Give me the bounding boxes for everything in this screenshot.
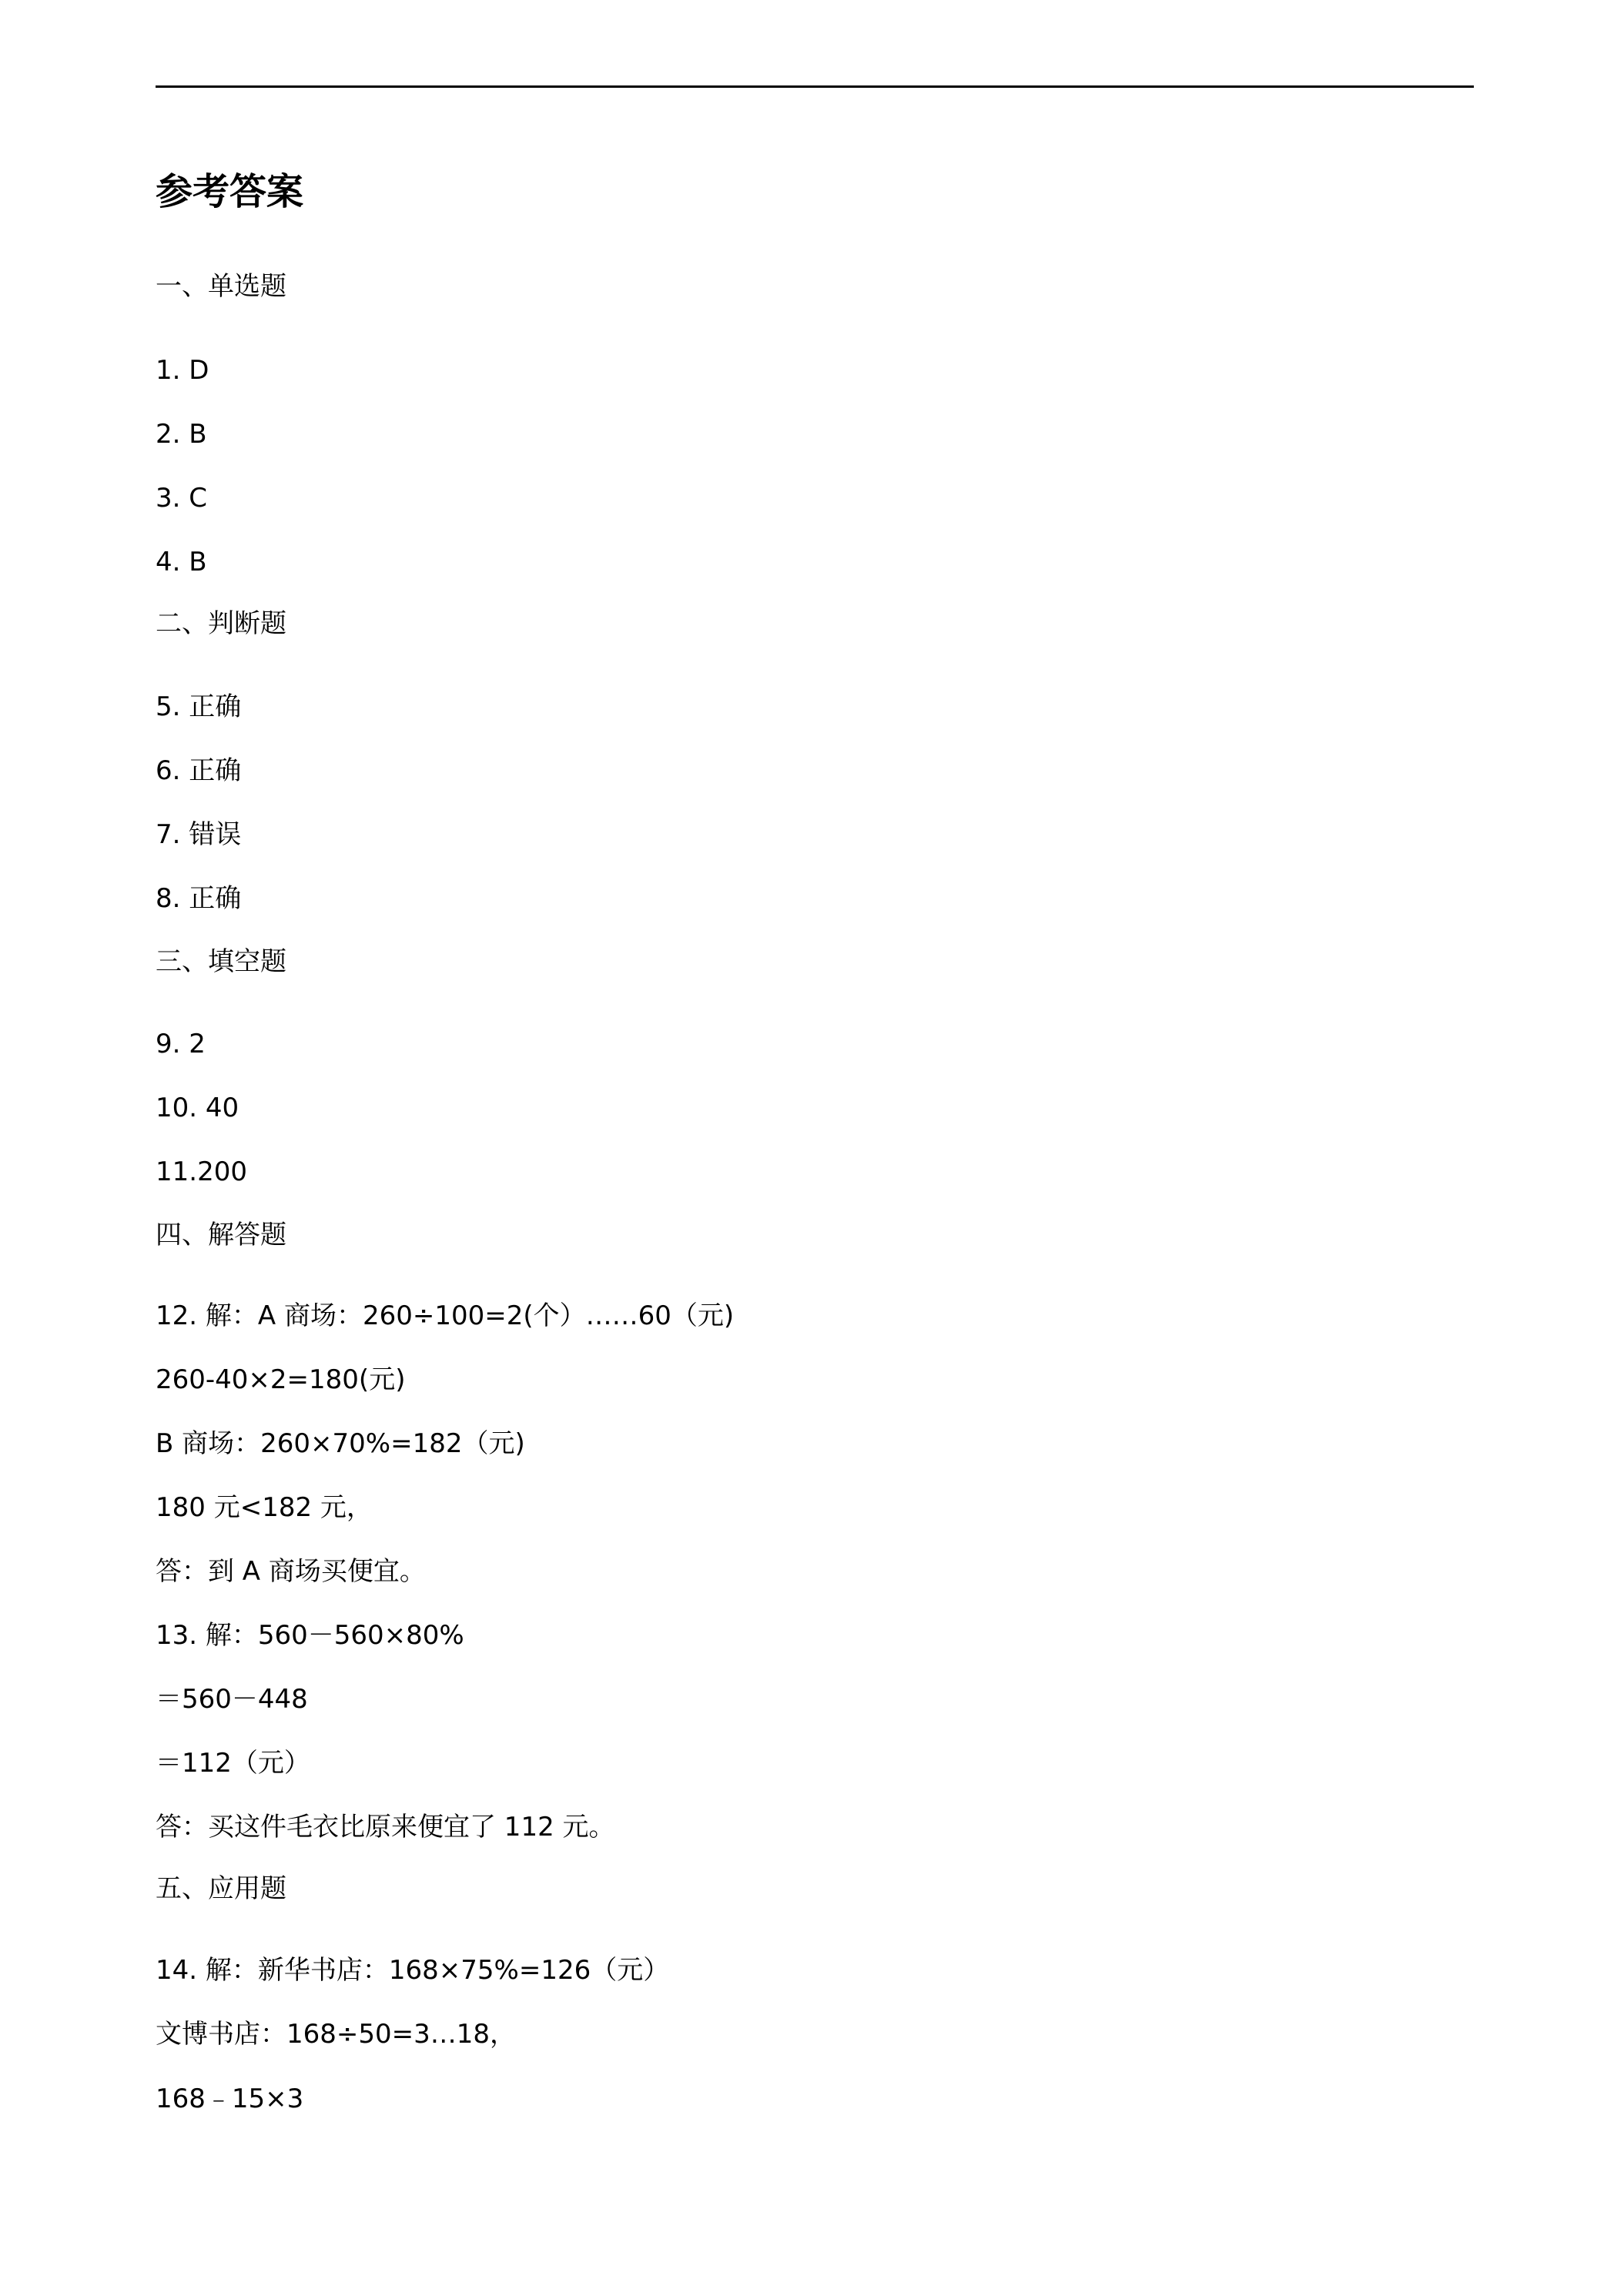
solution-line: 答：买这件毛衣比原来便宜了 112 元。 xyxy=(156,1812,615,1842)
solution-line: 13. 解：560－560×80% xyxy=(156,1620,464,1651)
page-title: 参考答案 xyxy=(156,170,304,213)
answer-line: 1. D xyxy=(156,355,209,386)
answer-line: 6. 正确 xyxy=(156,755,242,786)
solution-line: 文博书店：168÷50=3…18， xyxy=(156,2019,517,2050)
section-heading-true-false: 二、判断题 xyxy=(156,608,286,639)
section-heading-applications: 五、应用题 xyxy=(156,1873,286,1904)
answer-line: 4. B xyxy=(156,547,207,577)
section-heading-single-choice: 一、单选题 xyxy=(156,271,286,302)
solution-line: 168﹣15×3 xyxy=(156,2083,304,2114)
answer-line: 7. 错误 xyxy=(156,819,242,850)
solution-line: ＝560－448 xyxy=(156,1684,308,1715)
solution-line: 12. 解：A 商场：260÷100=2(个）……60（元) xyxy=(156,1300,735,1331)
answer-line: 5. 正确 xyxy=(156,691,242,722)
solution-line: 答：到 A 商场买便宜。 xyxy=(156,1556,426,1587)
solution-line: B 商场：260×70%=182（元) xyxy=(156,1428,525,1459)
header-rule xyxy=(156,85,1474,88)
section-heading-solutions: 四、解答题 xyxy=(156,1220,286,1250)
answer-line: 11.200 xyxy=(156,1156,247,1187)
answer-line: 3. C xyxy=(156,483,207,514)
solution-line: 14. 解：新华书店：168×75%=126（元） xyxy=(156,1955,670,1986)
section-heading-fill-blank: 三、填空题 xyxy=(156,946,286,977)
solution-line: 260-40×2=180(元) xyxy=(156,1364,406,1395)
answer-line: 2. B xyxy=(156,419,207,450)
solution-line: ＝112（元） xyxy=(156,1748,310,1779)
answer-line: 8. 正确 xyxy=(156,883,242,914)
solution-line: 180 元<182 元， xyxy=(156,1492,373,1523)
answer-line: 9. 2 xyxy=(156,1029,206,1059)
answer-line: 10. 40 xyxy=(156,1093,239,1123)
